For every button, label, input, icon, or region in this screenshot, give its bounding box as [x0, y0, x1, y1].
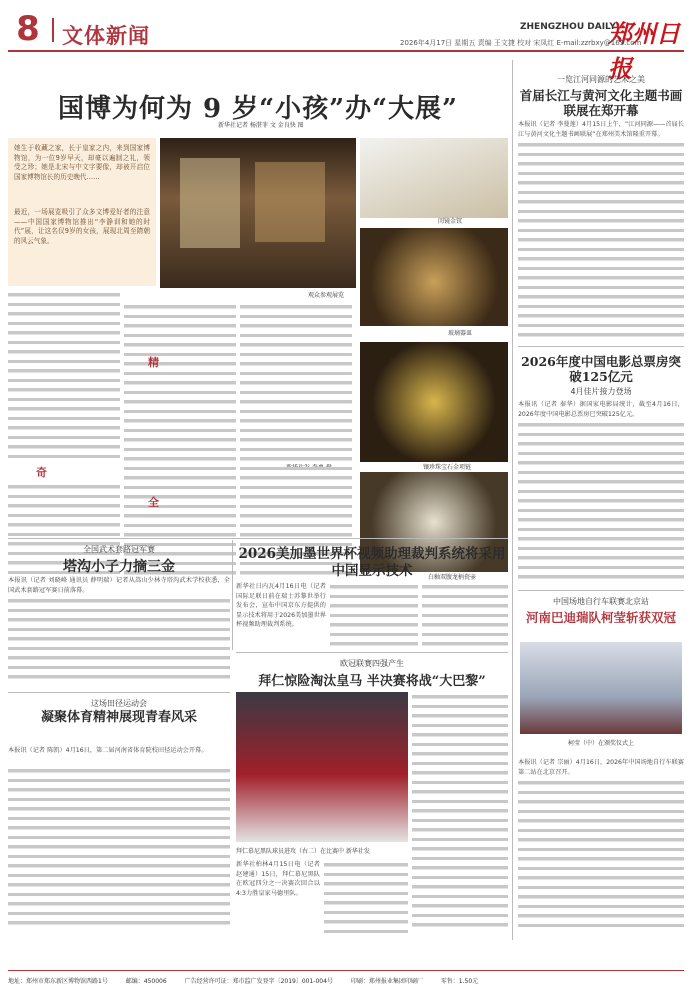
martial-arts-story	[8, 540, 230, 690]
caption: 观众参观展览	[308, 292, 345, 299]
headline: 河南巴迪瑞队柯莹斩获双冠	[525, 610, 676, 625]
headline: 首届长江与黄河文化主题书画联展在郑开幕	[519, 88, 683, 118]
caption: 白釉双腹龙柄瓷壶	[428, 574, 477, 581]
headline: 拜仁惊险淘汰皇马 半决赛将战“大巴黎”	[258, 674, 486, 689]
caption: 镶珍珠宝石金项链	[423, 464, 472, 471]
footer-ad-license: 广告经营许可证：郑市监广发登字〔2019〕001-004号	[184, 978, 333, 985]
cycling-photo	[520, 642, 682, 734]
lead-text: 本报讯（记者 陈凯）4月16日，第二届河南省体育院校田径运动会开幕。	[8, 747, 208, 754]
body-text	[8, 596, 230, 686]
body-text	[518, 778, 684, 938]
divider	[518, 590, 684, 591]
subheadline: 4月佳片接力登场	[570, 387, 632, 396]
body-text	[324, 860, 408, 938]
footer-address: 地址：郑州市郑东新区博物馆西路1号	[8, 978, 108, 985]
body-text	[412, 692, 508, 938]
intro-text: 她生于收藏之家，长于皇家之内，来到国家博物馆，为一位9岁早天，却豪以遍制之礼，领受之珍；她是北宋与中文字要像，却被开启位国家博物馆长的历史晚代……	[14, 144, 150, 181]
kicker: 这场田径运动会	[91, 699, 147, 708]
art-exhibition-story	[518, 62, 684, 346]
section-title: 文体新闻	[62, 23, 150, 48]
headline: 2026美加墨世界杯视频助理裁判系统将采用中国显示技术	[238, 546, 506, 579]
champions-league-story	[236, 656, 508, 940]
football-photo	[236, 692, 408, 842]
lead-body-col1	[8, 290, 120, 460]
intro-box	[8, 138, 156, 286]
exhibit-photo	[160, 138, 356, 288]
section-tag: 全	[148, 496, 159, 509]
artifact-photo-3	[360, 342, 508, 462]
photo-caption: 柯莹（中）在颁奖仪式上	[567, 740, 634, 747]
caption: 玻璃器皿	[448, 330, 473, 337]
world-cup-story	[236, 540, 508, 652]
brand-english: ZHENGZHOU DAILY	[520, 22, 616, 32]
headline: 塔沟小子力摘三金	[63, 559, 175, 575]
divider	[236, 652, 508, 653]
lead-text: 新华社日内瓦4月16日电（记者 国际足联日前在瑞士苏黎世举行发布会，宣布中国京东方提供的显示技术将用于2026美加墨世界杯视频助理裁判系统。	[236, 583, 326, 628]
page-number: 8	[16, 9, 40, 49]
footer	[8, 976, 684, 985]
intro-text-2: 最近，一场展览吸引了众多文博爱好者的注意——中国国家博物馆推出“李静训和她的时代”展，让这名仅9岁的女孩，展现北周至隋朝的风云气象。	[14, 208, 150, 245]
lead-text: 本报讯（记者 李曼莲）4月15日上午，“江河同源——首届长江与黄河文化主题书画联展”在郑州美术馆隆重开幕。	[518, 121, 684, 138]
section-tag: 奇	[36, 466, 47, 479]
body-text	[518, 140, 684, 340]
body-text	[330, 582, 418, 648]
footer-postcode: 邮编：450006	[125, 978, 167, 985]
divider	[518, 346, 684, 347]
kicker: 中国场地自行车联赛北京站	[553, 597, 649, 606]
lead-text: 新华社柏林4月15日电（记者 赵建通）15日，拜仁慕尼黑队在欧冠四分之一决赛次回合以4:3力胜皇家马德里队。	[236, 861, 320, 897]
section-tag: 精	[148, 356, 159, 369]
lead-text: 本报讯（记者 刘晓峰 通讯员 薛明瑞）记者从嵩山少林寺塔沟武术学校获悉，全国武术套路冠军赛日前落幕。	[8, 577, 230, 594]
lead-byline: 新华社记者 杨湛菲 文 金良快 图	[218, 122, 304, 129]
athletics-story	[8, 694, 230, 940]
headline: 2026年度中国电影总票房突破125亿元	[521, 354, 681, 384]
footer-printer: 印刷：郑州报业集团印刷厂	[350, 978, 423, 985]
caption: 闺镜金钗	[438, 218, 463, 225]
divider	[52, 18, 54, 42]
lead-headline: 国博为何为 9 岁“小孩”办“大展”	[57, 94, 458, 124]
kicker: 一览江河同源的艺术之美	[557, 75, 645, 84]
column-rule	[232, 540, 233, 650]
dateline: 2026年4月17日 星期五 责编 王文捷 校对 宋凤红 E-mail:zzrbxy@163.com	[400, 39, 642, 47]
headline: 凝聚体育精神展现青春风采	[40, 710, 197, 725]
column-rule	[512, 60, 513, 940]
body-text	[8, 766, 230, 936]
box-office-story	[518, 350, 684, 588]
footer-rule	[8, 970, 684, 971]
kicker: 欧冠联赛四强产生	[340, 659, 404, 668]
kicker: 全国武术套路冠军赛	[83, 545, 155, 554]
body-text	[518, 420, 684, 584]
header-rule	[8, 50, 684, 52]
artifact-photo-2	[360, 228, 508, 326]
photo-caption: 拜仁慕尼黑队球员进攻（右二）在比赛中 新华社发	[236, 848, 370, 855]
body-text	[422, 582, 508, 648]
artifact-photo-1	[360, 138, 508, 218]
lead-text: 本报讯（记者 宗丽）4月16日，2026年中国场地自行车联赛第二站在北京召开。	[518, 759, 684, 776]
footer-price: 零售：1.50元	[440, 978, 479, 985]
divider	[8, 538, 508, 539]
lead-text: 本报讯（记者 秦华）据国家电影局统计，截至4月16日，2026年度中国电影总票房已突破125亿元。	[518, 401, 684, 418]
cycling-story	[518, 594, 684, 940]
newspaper-logo: 郑州日报	[608, 19, 680, 83]
divider	[8, 692, 230, 693]
